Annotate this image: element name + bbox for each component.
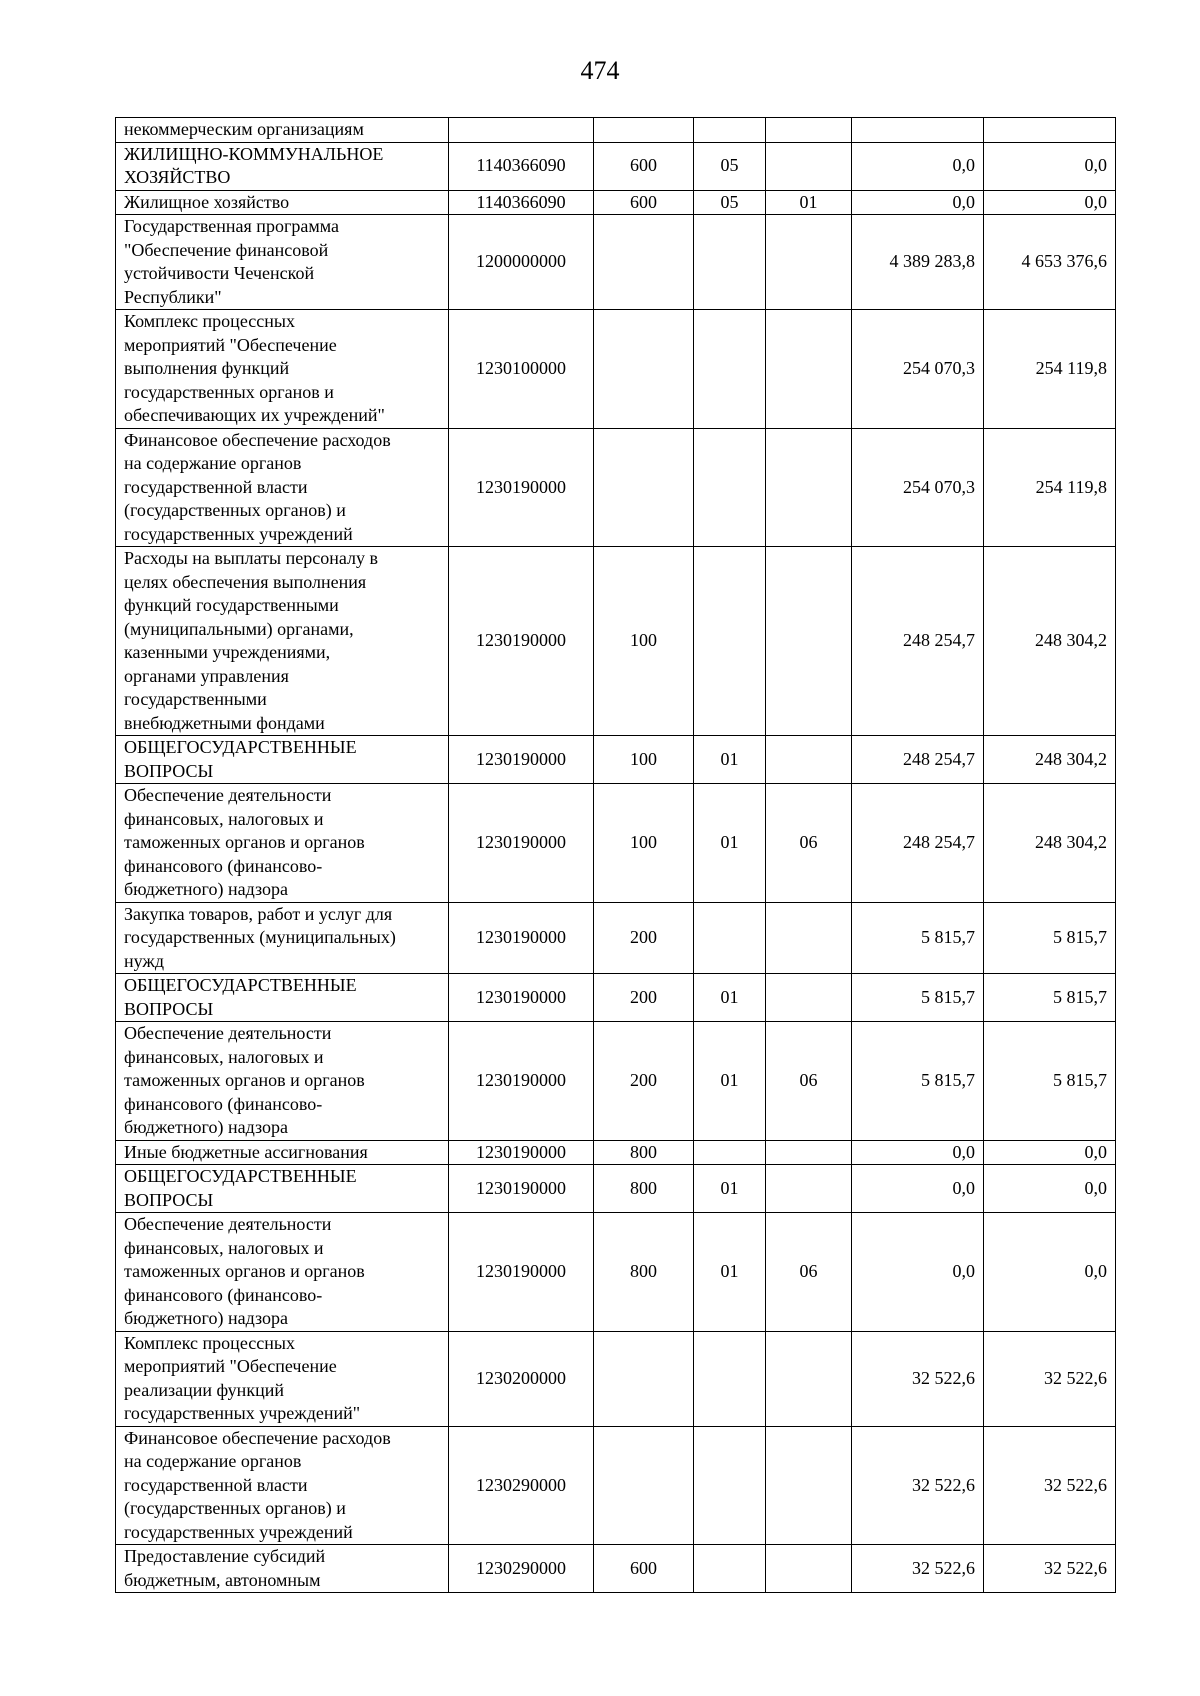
table-row (116, 902, 1116, 974)
row-amount-1-cell: 0,0 (852, 1213, 984, 1332)
row-section-cell (694, 902, 766, 974)
row-name-cell (116, 428, 449, 547)
row-name-cell (116, 902, 449, 974)
row-name-cell (116, 1213, 449, 1332)
row-name-text: Обеспечение деятельности финансовых, налоговых и таможенных органов и органов финансового (финансово- бюджетного) надзора (124, 1023, 365, 1137)
row-expense-type-cell: 800 (594, 1140, 694, 1165)
row-amount-1-cell: 248 254,7 (852, 736, 984, 784)
row-section-cell: 01 (694, 1165, 766, 1213)
row-target-article-cell: 1230190000 (449, 547, 594, 736)
row-expense-type-cell (594, 215, 694, 310)
row-expense-type-cell (594, 310, 694, 429)
row-amount-1-cell: 0,0 (852, 1165, 984, 1213)
row-amount-2-cell: 248 304,2 (984, 547, 1116, 736)
row-subsection-cell (766, 974, 852, 1022)
page-number: 474 (580, 56, 620, 85)
row-name-text: Иные бюджетные ассигнования (124, 1141, 368, 1162)
row-name-text: ЖИЛИЩНО-КОММУНАЛЬНОЕ ХОЗЯЙСТВО (124, 143, 384, 187)
row-subsection-cell: 06 (766, 1022, 852, 1141)
row-name-cell (116, 1426, 449, 1545)
row-target-article-cell (449, 118, 594, 143)
row-section-cell: 01 (694, 1213, 766, 1332)
row-name-text: некоммерческим организациям (124, 119, 364, 139)
row-section-cell: 05 (694, 142, 766, 190)
row-amount-2-cell: 0,0 (984, 1165, 1116, 1213)
row-section-cell (694, 310, 766, 429)
row-expense-type-cell: 800 (594, 1165, 694, 1213)
row-name-text: ОБЩЕГОСУДАРСТВЕННЫЕ ВОПРОСЫ (124, 1166, 357, 1210)
table-row (116, 1331, 1116, 1426)
row-section-cell (694, 1140, 766, 1165)
table-row (116, 784, 1116, 903)
row-expense-type-cell: 200 (594, 902, 694, 974)
row-expense-type-cell (594, 1426, 694, 1545)
row-subsection-cell (766, 547, 852, 736)
row-name-text: Предоставление субсидий бюджетным, автономным (124, 1546, 326, 1590)
row-name-cell (116, 118, 449, 143)
row-name-text: Жилищное хозяйство (124, 191, 290, 212)
row-section-cell (694, 1426, 766, 1545)
row-section-cell (694, 1331, 766, 1426)
row-expense-type-cell: 800 (594, 1213, 694, 1332)
table-body (116, 118, 1116, 1593)
row-amount-2-cell: 32 522,6 (984, 1426, 1116, 1545)
row-name-cell (116, 215, 449, 310)
row-target-article-cell: 1230290000 (449, 1426, 594, 1545)
table-row (116, 1545, 1116, 1593)
row-subsection-cell (766, 1165, 852, 1213)
row-expense-type-cell: 200 (594, 974, 694, 1022)
table-row (116, 118, 1116, 143)
row-name-cell (116, 310, 449, 429)
row-expense-type-cell: 600 (594, 1545, 694, 1593)
table-row (116, 1022, 1116, 1141)
row-name-cell (116, 1545, 449, 1593)
table-row (116, 428, 1116, 547)
row-target-article-cell: 1230190000 (449, 902, 594, 974)
row-subsection-cell (766, 736, 852, 784)
row-name-text: Обеспечение деятельности финансовых, налоговых и таможенных органов и органов финансового (финансово- бюджетного) надзора (124, 1214, 365, 1328)
row-amount-1-cell: 248 254,7 (852, 547, 984, 736)
table-row (116, 1165, 1116, 1213)
row-subsection-cell: 06 (766, 1213, 852, 1332)
row-name-cell (116, 974, 449, 1022)
row-amount-1-cell: 0,0 (852, 142, 984, 190)
row-amount-1-cell: 5 815,7 (852, 1022, 984, 1141)
row-subsection-cell (766, 1426, 852, 1545)
row-amount-1-cell: 5 815,7 (852, 974, 984, 1022)
row-name-text: Финансовое обеспечение расходов на содержание органов государственной власти (государственных органов) и государственных учреждений (124, 429, 391, 544)
row-subsection-cell (766, 428, 852, 547)
row-name-cell (116, 736, 449, 784)
row-section-cell (694, 428, 766, 547)
row-subsection-cell: 06 (766, 784, 852, 903)
row-amount-1-cell: 254 070,3 (852, 428, 984, 547)
table-row (116, 974, 1116, 1022)
table-row (116, 1140, 1116, 1165)
row-section-cell: 01 (694, 784, 766, 903)
row-name-cell (116, 1022, 449, 1141)
row-section-cell: 05 (694, 190, 766, 215)
row-name-text: Комплекс процессных мероприятий "Обеспечение выполнения функций государственных органов и обеспечивающих их учреждений" (124, 311, 385, 425)
row-target-article-cell: 1140366090 (449, 190, 594, 215)
row-name-cell (116, 1165, 449, 1213)
row-target-article-cell: 1230100000 (449, 310, 594, 429)
row-expense-type-cell (594, 1331, 694, 1426)
row-target-article-cell: 1230190000 (449, 1165, 594, 1213)
table-row (116, 310, 1116, 429)
table-row (116, 736, 1116, 784)
row-amount-1-cell: 4 389 283,8 (852, 215, 984, 310)
row-amount-2-cell: 5 815,7 (984, 974, 1116, 1022)
row-amount-2-cell: 4 653 376,6 (984, 215, 1116, 310)
row-subsection-cell (766, 310, 852, 429)
row-target-article-cell: 1230190000 (449, 974, 594, 1022)
row-name-cell (116, 547, 449, 736)
row-expense-type-cell: 200 (594, 1022, 694, 1141)
row-section-cell (694, 215, 766, 310)
table-row (116, 142, 1116, 190)
row-amount-2-cell: 248 304,2 (984, 784, 1116, 903)
row-name-cell (116, 784, 449, 903)
table-row (116, 190, 1116, 215)
row-expense-type-cell (594, 118, 694, 143)
row-amount-2-cell (984, 118, 1116, 143)
row-section-cell (694, 547, 766, 736)
row-subsection-cell (766, 142, 852, 190)
row-target-article-cell: 1230200000 (449, 1331, 594, 1426)
row-name-text: ОБЩЕГОСУДАРСТВЕННЫЕ ВОПРОСЫ (124, 975, 357, 1019)
row-amount-2-cell: 32 522,6 (984, 1545, 1116, 1593)
row-target-article-cell: 1230190000 (449, 784, 594, 903)
row-amount-2-cell: 0,0 (984, 190, 1116, 215)
row-subsection-cell: 01 (766, 190, 852, 215)
row-subsection-cell (766, 118, 852, 143)
row-section-cell (694, 1545, 766, 1593)
row-amount-2-cell: 0,0 (984, 142, 1116, 190)
row-amount-2-cell: 5 815,7 (984, 902, 1116, 974)
row-name-text: ОБЩЕГОСУДАРСТВЕННЫЕ ВОПРОСЫ (124, 737, 357, 781)
row-expense-type-cell (594, 428, 694, 547)
row-amount-2-cell: 5 815,7 (984, 1022, 1116, 1141)
row-target-article-cell: 1230190000 (449, 1213, 594, 1332)
row-amount-1-cell: 32 522,6 (852, 1545, 984, 1593)
row-amount-2-cell: 32 522,6 (984, 1331, 1116, 1426)
row-section-cell: 01 (694, 1022, 766, 1141)
row-name-text: Расходы на выплаты персоналу в целях обеспечения выполнения функций государственными (муниципальными) органами, казенными учреждениями, органами управления государственными внебюджетными фондами (124, 548, 378, 733)
table-row (116, 215, 1116, 310)
row-amount-1-cell: 248 254,7 (852, 784, 984, 903)
row-target-article-cell: 1140366090 (449, 142, 594, 190)
row-name-text: Закупка товаров, работ и услуг для государственных (муниципальных) нужд (124, 903, 396, 971)
row-amount-1-cell: 32 522,6 (852, 1331, 984, 1426)
table-row (116, 547, 1116, 736)
row-expense-type-cell: 100 (594, 547, 694, 736)
row-amount-2-cell: 0,0 (984, 1140, 1116, 1165)
row-name-cell (116, 142, 449, 190)
row-amount-2-cell: 248 304,2 (984, 736, 1116, 784)
budget-table (115, 117, 1116, 1593)
row-name-text: Комплекс процессных мероприятий "Обеспечение реализации функций государственных учреждений" (124, 1332, 361, 1423)
row-name-text: Государственная программа "Обеспечение финансовой устойчивости Чеченской Республики" (124, 216, 339, 307)
row-amount-1-cell: 5 815,7 (852, 902, 984, 974)
row-target-article-cell: 1230190000 (449, 1140, 594, 1165)
row-target-article-cell: 1200000000 (449, 215, 594, 310)
row-target-article-cell: 1230190000 (449, 428, 594, 547)
row-amount-1-cell: 32 522,6 (852, 1426, 984, 1545)
row-subsection-cell (766, 1140, 852, 1165)
row-amount-2-cell: 254 119,8 (984, 310, 1116, 429)
table-row (116, 1426, 1116, 1545)
row-target-article-cell: 1230290000 (449, 1545, 594, 1593)
row-amount-1-cell: 0,0 (852, 190, 984, 215)
table-row (116, 1213, 1116, 1332)
row-amount-1-cell: 254 070,3 (852, 310, 984, 429)
row-amount-1-cell: 0,0 (852, 1140, 984, 1165)
row-amount-2-cell: 254 119,8 (984, 428, 1116, 547)
row-expense-type-cell: 600 (594, 190, 694, 215)
row-expense-type-cell: 100 (594, 736, 694, 784)
row-name-cell (116, 190, 449, 215)
row-name-text: Обеспечение деятельности финансовых, налоговых и таможенных органов и органов финансового (финансово- бюджетного) надзора (124, 785, 365, 899)
row-expense-type-cell: 600 (594, 142, 694, 190)
row-name-cell (116, 1140, 449, 1165)
row-expense-type-cell: 100 (594, 784, 694, 903)
row-target-article-cell: 1230190000 (449, 1022, 594, 1141)
row-name-cell (116, 1331, 449, 1426)
row-section-cell (694, 118, 766, 143)
row-name-text: Финансовое обеспечение расходов на содержание органов государственной власти (государственных органов) и государственных учреждений (124, 1427, 391, 1542)
row-subsection-cell (766, 215, 852, 310)
row-amount-2-cell: 0,0 (984, 1213, 1116, 1332)
row-subsection-cell (766, 902, 852, 974)
row-subsection-cell (766, 1545, 852, 1593)
row-section-cell: 01 (694, 736, 766, 784)
row-section-cell: 01 (694, 974, 766, 1022)
row-subsection-cell (766, 1331, 852, 1426)
row-amount-1-cell (852, 118, 984, 143)
row-target-article-cell: 1230190000 (449, 736, 594, 784)
